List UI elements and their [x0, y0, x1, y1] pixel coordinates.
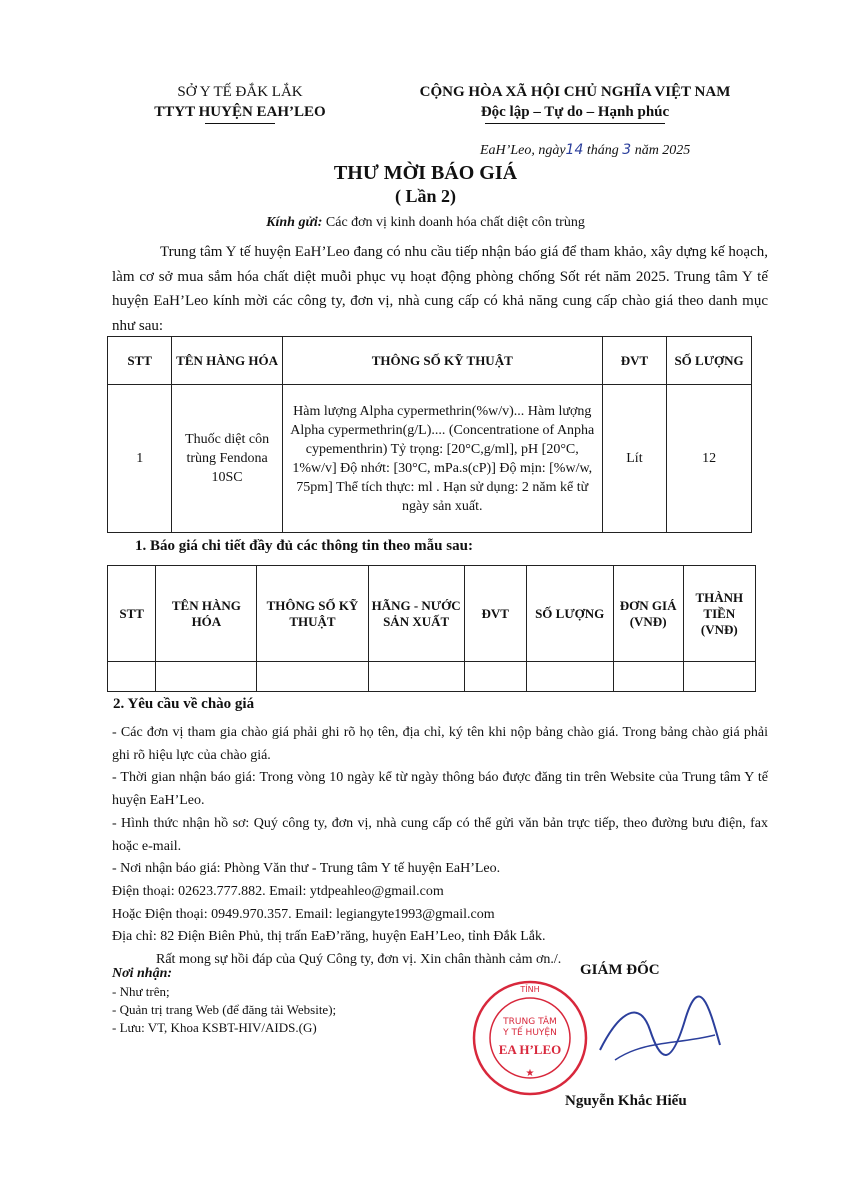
row-qty: 12 [667, 385, 752, 533]
empty-cell [257, 662, 368, 692]
document-subtitle: ( Lần 2) [394, 186, 456, 206]
signer-title: GIÁM ĐỐC [580, 962, 660, 978]
col-qty: SỐ LƯỢNG [667, 337, 752, 385]
col-unit: ĐVT [602, 337, 666, 385]
row-name: Thuốc diệt côn trùng Fendona 10SC [172, 385, 282, 533]
motto-underline [485, 123, 665, 124]
table-row [108, 662, 756, 692]
section-1-heading: 1. Báo giá chi tiết đầy đủ các thông tin theo mẫu sau: [135, 538, 473, 554]
table-row [108, 385, 752, 533]
signer-name: Nguyễn Khắc Hiếu [565, 1093, 687, 1109]
empty-cell [108, 662, 156, 692]
national-header [385, 82, 765, 124]
department-name: SỞ Y TẾ ĐẮK LẮK [177, 84, 303, 100]
header-underline [205, 123, 275, 124]
empty-cell [368, 662, 464, 692]
date-month-label: tháng [586, 143, 619, 158]
date-prefix: EaH’Leo, ngày [480, 143, 566, 158]
stamp-top-text: TỈNH [520, 985, 540, 994]
row-unit: Lít [602, 385, 666, 533]
recipient-item: - Quản trị trang Web (để đăng tải Website); [112, 1002, 337, 1017]
svg-text:★: ★ [525, 1068, 535, 1079]
requirement-item: Điện thoại: 02623.777.882. Email: ytdpeahleo@gmail.com [112, 883, 444, 899]
document-title: THƯ MỜI BÁO GIÁ [333, 162, 518, 184]
items-table [107, 336, 752, 533]
col-total: THÀNH TIỀN (VNĐ) [683, 566, 755, 662]
section-2-heading: 2. Yêu cầu về chào giá [113, 696, 255, 712]
motto: Độc lập – Tự do – Hạnh phúc [480, 104, 670, 120]
col-spec: THÔNG SỐ KỸ THUẬT [282, 337, 602, 385]
agency-header [120, 82, 360, 124]
row-spec: Hàm lượng Alpha cypermethrin(%w/v)... Hàm lượng Alpha cypermethrin(g/L).... (Concentratione of Anpha cypementhrin) Tỷ trọng: [20°C,g/ml], pH [20°C, 1%w/v] Độ nhớt: [30°C, mPa.s(cP)] Độ mịn: [%w/w, 75pm] Thể tích thực: ml . Hạn sử dụng: 2 năm kể từ ngày sản xuất. [282, 385, 602, 533]
closing-line: Rất mong sự hồi đáp của Quý Công ty, đơn vị. Xin chân thành cảm ơn./. [156, 952, 562, 968]
col-unit-price: ĐƠN GIÁ (VNĐ) [613, 566, 683, 662]
requirement-item: - Thời gian nhận báo giá: Trong vòng 10 ngày kể từ ngày thông báo được đăng tin trên Website của Trung tâm Y tế huyện EaH’Leo. [112, 770, 768, 809]
country-name: CỘNG HÒA XÃ HỘI CHỦ NGHĨA VIỆT NAM [419, 84, 731, 100]
document-date [480, 142, 690, 159]
col-qty: SỐ LƯỢNG [526, 566, 613, 662]
col-manufacturer: HÃNG - NƯỚC SẢN XUẤT [368, 566, 464, 662]
handwritten-signature-icon [590, 990, 730, 1085]
recipient-item: - Lưu: VT, Khoa KSBT-HIV/AIDS.(G) [112, 1020, 317, 1035]
recipients-heading: Nơi nhận: [112, 966, 173, 981]
col-stt: STT [108, 566, 156, 662]
date-day: 14 [565, 142, 584, 158]
intro-paragraph [112, 240, 768, 338]
row-stt: 1 [108, 385, 172, 533]
empty-cell [526, 662, 613, 692]
addressee-text: Các đơn vị kinh doanh hóa chất diệt côn trùng [325, 215, 585, 230]
col-name: TÊN HÀNG HÓA [172, 337, 282, 385]
center-name: TTYT HUYỆN EAH’LEO [154, 104, 326, 120]
stamp-line2: Y TẾ HUYỆN [503, 1028, 557, 1038]
official-stamp-icon [470, 978, 590, 1098]
table-header-row [108, 337, 752, 385]
requirement-item: Hoặc Điện thoại: 0949.970.357. Email: legiangyte1993@gmail.com [112, 906, 495, 922]
empty-cell [613, 662, 683, 692]
intro-text: Trung tâm Y tế huyện EaH’Leo đang có nhu cầu tiếp nhận báo giá để tham khảo, xây dựng kế hoạch, làm cơ sở mua sắm hóa chất diệt muỗi phục vụ hoạt động phòng chống Sốt rét năm 2025. Trung tâm Y tế huyện EaH’Leo kính mời các công ty, đơn vị, nhà cung cấp có khả năng cung cấp chào giá theo danh mục như sau: [112, 244, 768, 334]
stamp-line3: EA H’LEO [498, 1042, 562, 1057]
requirement-item: - Hình thức nhận hồ sơ: Quý công ty, đơn vị, nhà cung cấp có thể gửi văn bản trực tiếp, theo đường bưu điện, fax hoặc e-mail. [112, 815, 768, 854]
requirements-list [112, 722, 768, 972]
addressee-label: Kính gửi: [266, 215, 323, 230]
col-spec: THÔNG SỐ KỸ THUẬT [257, 566, 368, 662]
stamp-line1: TRUNG TÂM [503, 1017, 557, 1027]
recipient-item: - Như trên; [112, 984, 170, 999]
table-header-row [108, 566, 756, 662]
empty-cell [683, 662, 755, 692]
date-year: năm 2025 [634, 143, 691, 158]
requirement-item: - Nơi nhận báo giá: Phòng Văn thư - Trung tâm Y tế huyện EaH’Leo. [112, 861, 501, 877]
col-name: TÊN HÀNG HÓA [156, 566, 257, 662]
quote-template-table [107, 565, 756, 692]
date-month: 3 [622, 142, 632, 158]
requirement-item: Địa chỉ: 82 Điện Biên Phủ, thị trấn EaĐ’răng, huyện EaH’Leo, tỉnh Đắk Lắk. [112, 929, 546, 945]
empty-cell [464, 662, 526, 692]
col-stt: STT [108, 337, 172, 385]
recipients-block [112, 965, 336, 1037]
empty-cell [156, 662, 257, 692]
col-unit: ĐVT [464, 566, 526, 662]
addressee [0, 215, 851, 231]
requirement-item: - Các đơn vị tham gia chào giá phải ghi rõ họ tên, địa chỉ, ký tên khi nộp bảng chào giá. Trong bảng chào giá phải ghi rõ hiệu lực của chào giá. [112, 725, 768, 763]
